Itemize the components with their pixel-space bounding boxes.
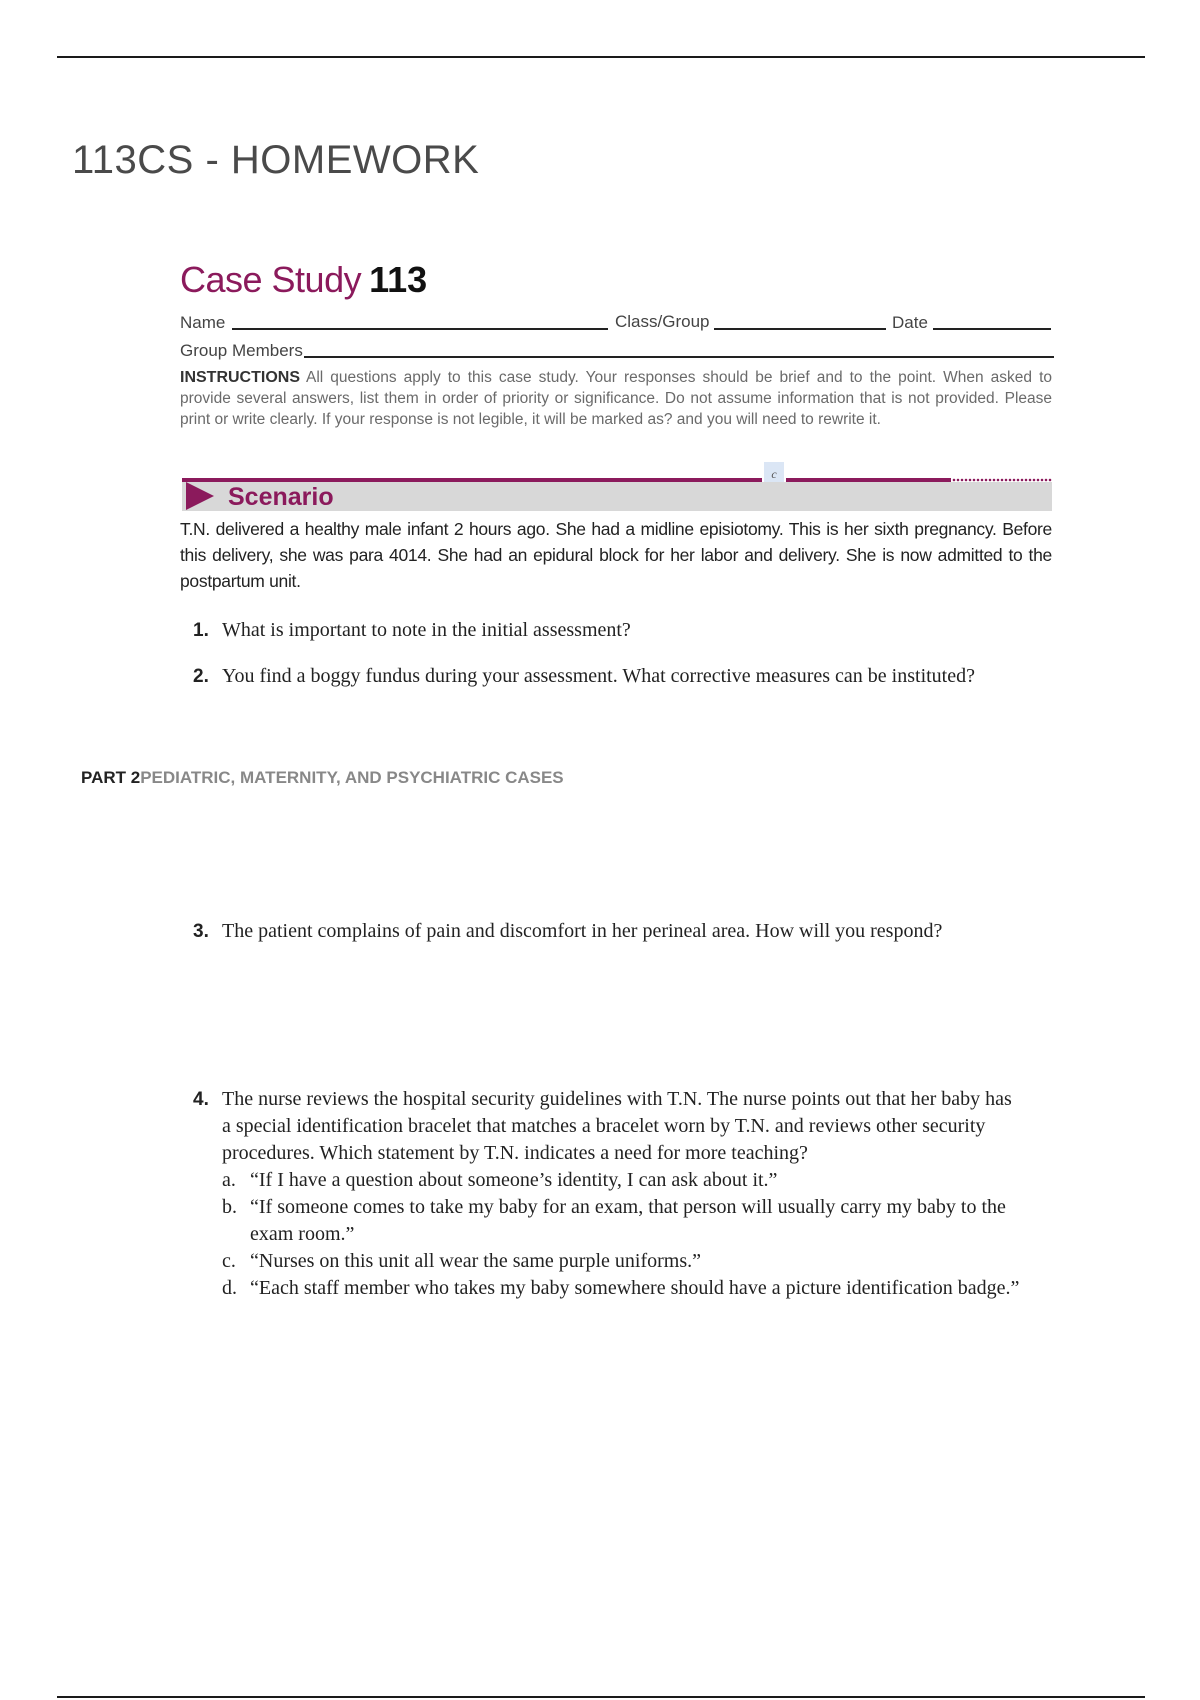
case-study-title	[180, 259, 428, 300]
document-title: 113CS - HOMEWORK	[72, 138, 480, 182]
name-field[interactable]	[232, 328, 608, 330]
scenario-text: T.N. delivered a healthy male infant 2 hours ago. She had a midline episiotomy. This is her sixth pregnancy. Before this delivery, she was para 4014. She had an epidural block for her labor and delivery. She is now admitted to the postpartum unit.	[180, 519, 1052, 591]
case-study-word: Case Study	[180, 259, 362, 300]
question-1	[193, 617, 1053, 644]
answer-option-d[interactable]	[222, 1275, 1053, 1302]
option-letter: c.	[222, 1250, 236, 1272]
part-title: PEDIATRIC, MATERNITY, AND PSYCHIATRIC CASES	[140, 768, 564, 787]
question-text: The nurse reviews the hospital security guidelines with T.N. The nurse points out that her baby has a special identification bracelet that matches a bracelet worn by T.N. and reviews other security procedures. Which statement by T.N. indicates a need for more teaching?	[222, 1088, 1012, 1164]
option-letter: a.	[222, 1169, 236, 1191]
answer-option-a[interactable]	[222, 1167, 1053, 1194]
part-number: PART 2	[81, 768, 141, 787]
case-study-number: 113	[369, 259, 428, 300]
question-text: The patient complains of pain and discomfort in her perineal area. How will you respond?	[222, 920, 943, 942]
group-members-field[interactable]	[304, 356, 1054, 358]
option-letter: b.	[222, 1196, 237, 1218]
question-number: 2.	[193, 666, 209, 687]
question-number: 4.	[193, 1089, 209, 1110]
scenario-label: Scenario	[228, 483, 334, 511]
date-field[interactable]	[933, 328, 1051, 330]
question-text: You find a boggy fundus during your assessment. What corrective measures can be instituted?	[222, 665, 975, 687]
top-rule	[57, 56, 1145, 58]
question-text: What is important to note in the initial assessment?	[222, 619, 631, 641]
name-label: Name	[180, 313, 226, 332]
option-text: “Each staff member who takes my baby somewhere should have a picture identification badge.”	[250, 1277, 1020, 1299]
date-label: Date	[892, 313, 928, 332]
answer-option-b[interactable]	[222, 1194, 1053, 1248]
question-3	[193, 918, 1053, 945]
instructions-lead: INSTRUCTIONS	[180, 369, 300, 386]
answer-options	[222, 1167, 1053, 1302]
part-header	[81, 768, 564, 788]
question-number: 3.	[193, 921, 209, 942]
question-number: 1.	[193, 620, 209, 641]
option-text: “If someone comes to take my baby for an exam, that person will usually carry my baby to the exam room.”	[250, 1196, 1006, 1245]
option-text: “If I have a question about someone’s identity, I can ask about it.”	[250, 1169, 778, 1191]
question-4	[193, 1086, 1053, 1302]
question-2	[193, 663, 993, 690]
instructions	[180, 367, 1052, 430]
instructions-text: All questions apply to this case study. Your responses should be brief and to the point. When asked to provide several answers, list them in order of priority or significance. Do not assume information that is not provided. Please print or write clearly. If your response is not legible, it will be marked as? and you will need to rewrite it.	[180, 369, 1052, 428]
group-members-label: Group Members	[180, 341, 303, 360]
class-group-field[interactable]	[714, 328, 886, 330]
class-group-label: Class/Group	[615, 312, 710, 331]
scenario-marker: c	[764, 462, 784, 486]
answer-option-c[interactable]	[222, 1248, 1053, 1275]
play-triangle-icon	[186, 482, 214, 510]
bottom-rule	[57, 1696, 1145, 1698]
option-text: “Nurses on this unit all wear the same purple uniforms.”	[250, 1250, 701, 1272]
option-letter: d.	[222, 1277, 237, 1299]
